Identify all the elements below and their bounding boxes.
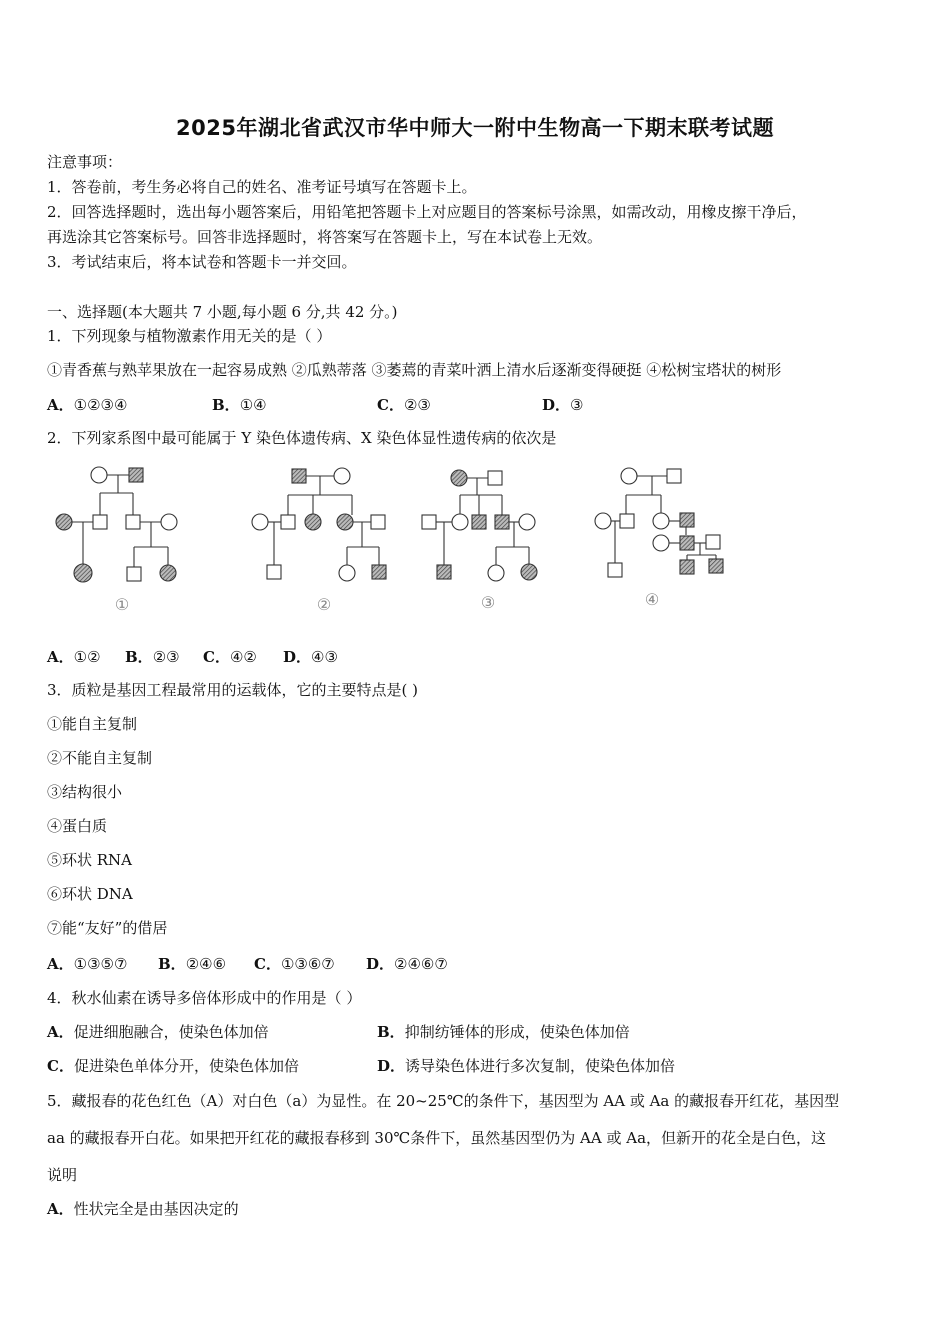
option-letter: A． [47,396,74,414]
option-letter: D． [366,955,395,973]
q5-stem-line-1: 5．藏报春的花色红色（A）对白色（a）为显性。在 20~25℃的条件下，基因型为 AA 或 Aa 的藏报春开红花，基因型 [47,1092,840,1110]
q3-option-c[interactable] [254,954,335,974]
q5-stem-line-2: aa 的藏报春开白花。如果把开红花的藏报春移到 30℃条件下，虽然基因型仍为 AA 或 Aa，但新开的花全是白色，这 [47,1129,827,1147]
notice-item-1: 1．答卷前，考生务必将自己的姓名、准考证号填写在答题卡上。 [47,178,477,196]
q4-option-c[interactable] [47,1056,299,1076]
notice-item-2: 2．回答选择题时，选出每小题答案后，用铅笔把答题卡上对应题目的答案标号涂黑，如需改动，用橡皮擦干净后， [47,203,807,221]
q3-item: ①能自主复制 [47,715,138,733]
option-letter: D． [377,1057,406,1075]
option-letter: D． [283,648,312,666]
option-letter: C． [47,1057,74,1075]
option-text: ②④⑥⑦ [394,955,448,973]
q4-stem: 4．秋水仙素在诱导多倍体形成中的作用是（ ） [47,989,362,1007]
pedigree-4 [595,468,723,577]
notice-heading: 注意事项： [47,153,123,171]
option-text: 诱导染色体进行多次复制，使染色体加倍 [405,1057,676,1075]
q1-option-b[interactable] [212,395,267,415]
option-letter: C． [377,396,404,414]
q5-option-a[interactable] [47,1199,239,1219]
option-letter: C． [203,648,230,666]
option-text: ②③ [152,648,180,666]
option-text: 促进染色单体分开，使染色体加倍 [73,1057,299,1075]
q2-option-c[interactable] [203,647,257,667]
q4-option-b[interactable] [377,1022,630,1042]
pedigree-figure [40,455,760,625]
q3-option-b[interactable] [158,954,226,974]
pedigree-label-2: ② [316,595,332,614]
q3-item: ⑥环状 DNA [47,885,133,903]
option-text: ①② [73,648,101,666]
q1-option-c[interactable] [377,395,431,415]
option-letter: D． [542,396,571,414]
option-text: ②③ [403,396,431,414]
option-letter: A． [47,1023,74,1041]
q1-option-d[interactable] [542,395,583,415]
q3-option-d[interactable] [366,954,448,974]
option-letter: B． [212,396,240,414]
pedigree-label-3: ③ [480,593,496,612]
option-text: 促进细胞融合，使染色体加倍 [73,1023,269,1041]
notice-item-2-cont: 再选涂其它答案标号。回答非选择题时，将答案写在答题卡上，写在本试卷上无效。 [47,228,603,246]
q4-option-d[interactable] [377,1056,675,1076]
q1-option-a[interactable] [47,395,127,415]
section-heading: 一、选择题(本大题共 7 小题,每小题 6 分,共 42 分。) [47,303,398,321]
option-text: ①③⑤⑦ [73,955,128,973]
q2-option-a[interactable] [47,647,101,667]
option-text: ①④ [239,396,267,414]
option-letter: A． [47,955,74,973]
q3-item: ⑤环状 RNA [47,851,133,869]
q3-option-a[interactable] [47,954,127,974]
q3-stem: 3．质粒是基因工程最常用的运载体，它的主要特点是( ) [47,681,419,699]
q5-stem-line-3: 说明 [47,1166,78,1184]
page-title: 2025年湖北省武汉市华中师大一附中生物高一下期末联考试题 [176,116,774,140]
pedigree-3 [422,470,537,581]
q2-stem: 2．下列家系图中最可能属于 Y 染色体遗传病、X 染色体显性遗传病的依次是 [47,429,557,447]
q3-item: ②不能自主复制 [47,749,153,767]
q3-item: ③结构很小 [47,783,123,801]
pedigree-label-1: ① [114,595,130,614]
option-text: ①②③④ [73,396,128,414]
option-letter: B． [377,1023,405,1041]
q3-item: ④蛋白质 [47,817,108,835]
option-letter: B． [158,955,186,973]
option-text: ③ [570,396,584,414]
pedigree-1 [56,467,177,582]
option-text: 抑制纺锤体的形成，使染色体加倍 [404,1023,630,1041]
q1-items: ①青香蕉与熟苹果放在一起容易成熟 ②瓜熟蒂落 ③萎蔫的青菜叶洒上清水后逐渐变得硬挺 ④松树宝塔状的树形 [47,361,782,379]
q1-stem: 1．下列现象与植物激素作用无关的是（ ） [47,327,332,345]
option-text: ①③⑥⑦ [280,955,335,973]
q2-option-d[interactable] [283,647,338,667]
option-text: 性状完全是由基因决定的 [73,1200,239,1218]
option-text: ④② [229,648,257,666]
pedigree-2 [252,468,386,581]
pedigree-label-4: ④ [644,590,660,609]
notice-item-3: 3．考试结束后，将本试卷和答题卡一并交回。 [47,253,357,271]
option-letter: C． [254,955,281,973]
option-letter: A． [47,1200,74,1218]
option-text: ②④⑥ [185,955,227,973]
q2-option-b[interactable] [125,647,180,667]
q4-option-a[interactable] [47,1022,269,1042]
option-letter: A． [47,648,74,666]
q3-item: ⑦能“友好”的借居 [47,919,168,937]
option-text: ④③ [311,648,338,666]
option-letter: B． [125,648,153,666]
